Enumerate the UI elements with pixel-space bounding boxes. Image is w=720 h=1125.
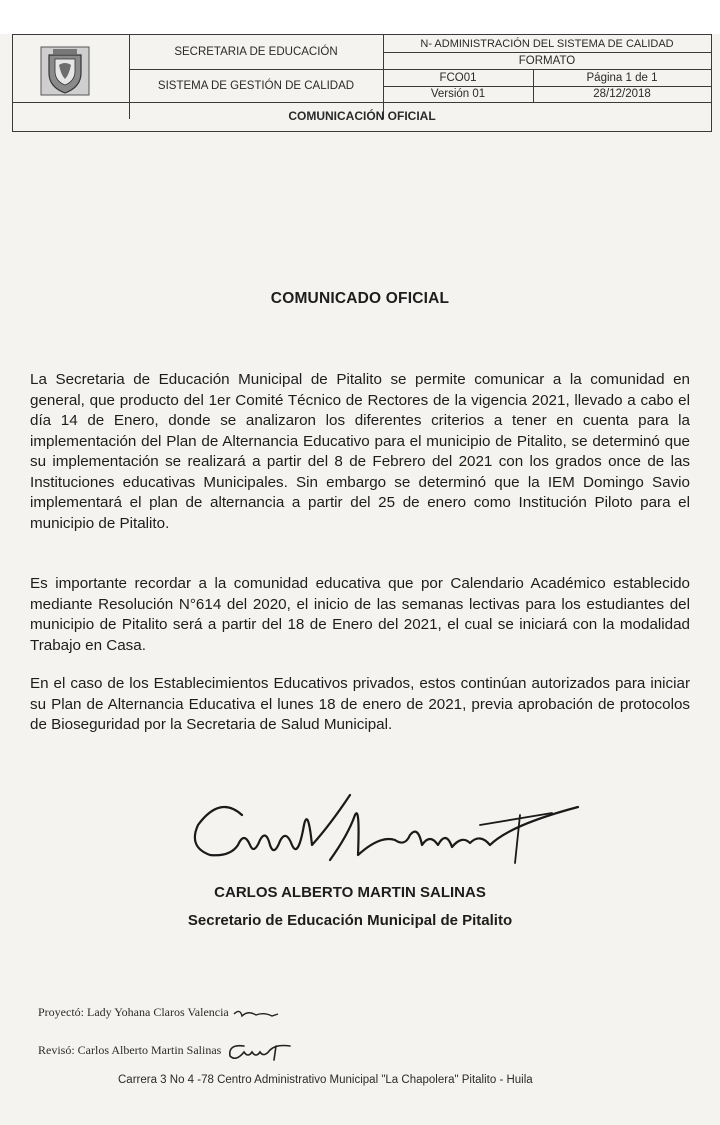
paragraph-2: Es importante recordar a la comunidad educativa que por Calendario Académico establecido mediante Resolución N°614 del 2020, el inicio de las semanas lectivas para los estudiantes del municipio de Pitalito será a partir del 18 de Enero del 2021, el cual se iniciará con la modalidad Trabajo en Casa. xyxy=(30,575,690,654)
projected-label: Proyectó: xyxy=(38,1005,84,1019)
header-table xyxy=(12,34,712,132)
reviewed-name: Carlos Alberto Martin Salinas xyxy=(77,1042,222,1057)
paragraph-3: En el caso de los Establecimientos Educativos privados, estos continúan autorizados para iniciar su Plan de Alternancia Educativa el lunes 18 de enero de 2021, previa aprobación de protocolos de Bioseguridad por la Secretaria de Salud Municipal. xyxy=(30,675,690,733)
projected-line xyxy=(38,1005,282,1020)
code-label: FCO01 xyxy=(439,71,477,84)
page-title: COMUNICADO OFICIAL xyxy=(270,290,450,307)
reviewed-line xyxy=(38,1040,294,1062)
reviewed-label: Revisó: xyxy=(38,1042,75,1057)
coat-of-arms-icon xyxy=(39,45,91,97)
footer-address: Carrera 3 No 4 -78 Centro Administrativo Municipal "La Chapolera" Pitalito - Huila xyxy=(118,1074,533,1086)
initials-signature-image xyxy=(232,1006,282,1020)
doc-type-label: COMUNICACIÓN OFICIAL xyxy=(288,109,436,123)
signature-image xyxy=(180,785,600,880)
paragraph-1: La Secretaria de Educación Municipal de Pitalito se permite comunicar a la comunidad en general, que producto del 1er Comité Técnico de Rectores de la vigencia 2021, llevado a cabo el día 14 de Enero, donde se analizaron los diferentes criterios a tener en cuenta para la implementación del Plan de Alternancia Educativo para el municipio de Pitalito, se determinó que su implementación se realizará a partir del 8 de Febrero del 2021 con los grados once de las Instituciones educativas Municipales. Sin embargo se determinó que la IEM Domingo Savio implementará el plan de alternancia a partir del 25 de enero como Institución Piloto para el municipio de Pitalito. xyxy=(30,371,690,532)
projected-name: Lady Yohana Claros Valencia xyxy=(87,1005,229,1019)
top-margin xyxy=(0,0,720,34)
department-label: SECRETARIA DE EDUCACIÓN xyxy=(174,46,338,58)
initials-signature-image xyxy=(224,1040,294,1062)
signer-name: CARLOS ALBERTO MARTIN SALINAS xyxy=(214,884,486,901)
format-label: FORMATO xyxy=(518,54,576,67)
signer-role: Secretario de Educación Municipal de Pitalito xyxy=(187,912,513,929)
page-label: Página 1 de 1 xyxy=(586,71,658,84)
date-label: 28/12/2018 xyxy=(593,88,651,100)
version-label: Versión 01 xyxy=(430,88,486,100)
system-label: SISTEMA DE GESTIÓN DE CALIDAD xyxy=(157,79,355,92)
admin-label: N- ADMINISTRACIÓN DEL SISTEMA DE CALIDAD xyxy=(420,37,674,50)
